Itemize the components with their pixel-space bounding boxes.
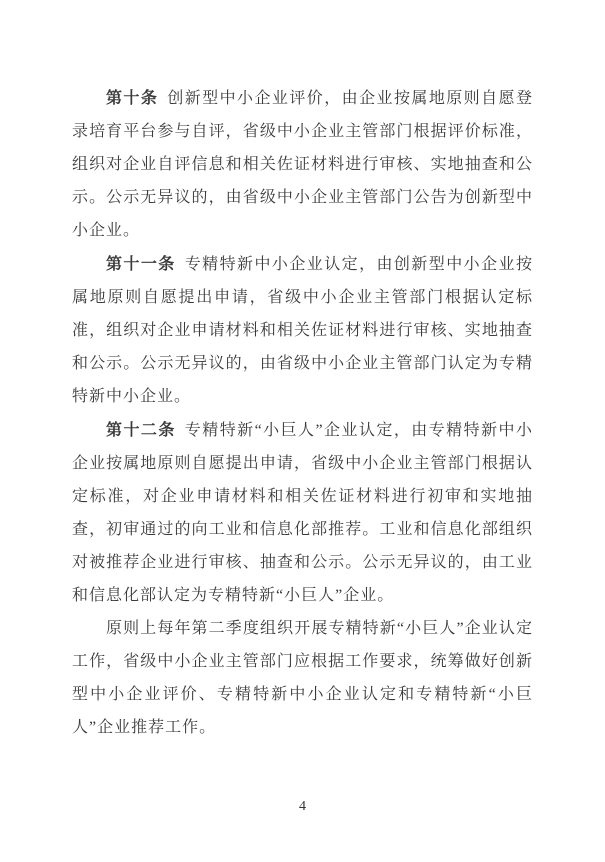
article-11-number: 第十一条 (106, 254, 176, 273)
paragraph-article-11 (72, 247, 533, 413)
paragraph-schedule-note (72, 612, 533, 744)
article-11-text: 专精特新中小企业认定，由创新型中小企业按属地原则自愿提出申请，省级中小企业主管部门根据认定标准，组织对企业申请材料和相关佐证材料进行审核、实地抽查和公示。公示无异议的，由省级中小企业主管部门认定为专精特新中小企业。 (72, 256, 533, 405)
page-number: 4 (299, 799, 306, 814)
article-10-text: 创新型中小企业评价，由企业按属地原则自愿登录培育平台参与自评，省级中小企业主管部门根据评价标准，组织对企业自评信息和相关佐证材料进行审核、实地抽查和公示。公示无异议的，由省级中小企业主管部门公告为创新型中小企业。 (72, 90, 533, 239)
schedule-note-text: 原则上每年第二季度组织开展专精特新“小巨人”企业认定工作，省级中小企业主管部门应根据工作要求，统筹做好创新型中小企业评价、专精特新中小企业认定和专精特新“小巨人”企业推荐工作。 (72, 620, 533, 736)
article-12-text: 专精特新“小巨人”企业认定，由专精特新中小企业按属地原则自愿提出申请，省级中小企业主管部门根据认定标准，对企业申请材料和相关佐证材料进行初审和实地抽查，初审通过的向工业和信息化部推荐。工业和信息化部组织对被推荐企业进行审核、抽查和公示。公示无异议的，由工业和信息化部认定为专精特新“小巨人”企业。 (72, 422, 533, 604)
document-body (72, 81, 533, 744)
paragraph-article-10 (72, 81, 533, 247)
article-12-number: 第十二条 (106, 420, 176, 439)
article-10-number: 第十条 (106, 88, 159, 107)
paragraph-article-12 (72, 413, 533, 612)
